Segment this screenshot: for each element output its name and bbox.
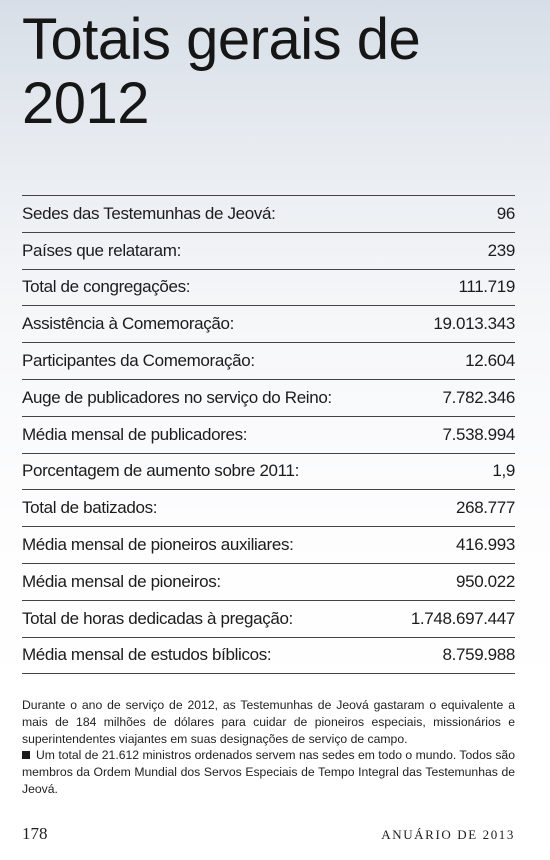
stat-label: Sedes das Testemunhas de Jeová: [22, 203, 276, 223]
running-title: ANUÁRIO DE 2013 [381, 827, 515, 842]
page-footer [22, 824, 515, 844]
stat-row [22, 454, 515, 491]
page-title [22, 8, 522, 136]
title-line-1: Totais gerais de [22, 7, 421, 72]
title-line-2: 2012 [22, 71, 150, 136]
stat-label: Média mensal de pioneiros auxiliares: [22, 535, 294, 555]
stat-row [22, 564, 515, 601]
footnote-2-wrapper [22, 747, 515, 797]
stat-label: Participantes da Comemoração: [22, 351, 255, 371]
stat-label: Países que relataram: [22, 240, 181, 260]
square-bullet-icon [22, 751, 30, 759]
stat-label: Média mensal de pioneiros: [22, 571, 221, 591]
stat-row [22, 417, 515, 454]
stat-row [22, 343, 515, 380]
stat-value: 96 [496, 203, 515, 223]
stat-row [22, 490, 515, 527]
footnotes [22, 697, 515, 798]
page-number: 178 [22, 824, 48, 843]
stat-value: 239 [487, 240, 515, 260]
stat-row [22, 638, 515, 675]
stat-value: 1.748.697.447 [410, 608, 515, 628]
stats-table [22, 195, 515, 674]
stat-row [22, 233, 515, 270]
stat-row [22, 196, 515, 233]
stat-value: 7.538.994 [442, 424, 515, 444]
stat-label: Total de horas dedicadas à pregação: [22, 608, 293, 628]
stat-value: 268.777 [455, 498, 515, 518]
stat-row [22, 527, 515, 564]
stat-value: 19.013.343 [433, 314, 515, 334]
stat-label: Auge de publicadores no serviço do Reino: [22, 387, 332, 407]
stat-label: Assistência à Comemoração: [22, 314, 234, 334]
stat-value: 1,9 [492, 461, 515, 481]
stat-row [22, 380, 515, 417]
stat-value: 111.719 [458, 277, 515, 297]
stat-value: 12.604 [465, 351, 515, 371]
footnote-2: Um total de 21.612 ministros ordenados servem nas sedes em todo o mundo. Todos são membros da Ordem Mundial dos Servos Especiais de Tempo Integral das Testemunhas de Jeová. [22, 748, 515, 796]
stat-row [22, 601, 515, 638]
stat-label: Total de batizados: [22, 498, 158, 518]
stat-row [22, 270, 515, 307]
stat-label: Total de congregações: [22, 277, 191, 297]
stat-value: 416.993 [455, 535, 515, 555]
stat-label: Média mensal de publicadores: [22, 424, 248, 444]
footnote-1: Durante o ano de serviço de 2012, as Testemunhas de Jeová gastaram o equivalente a mais de 184 milhões de dólares para cuidar de pioneiros especiais, missionários e superintendentes viajantes em suas designações de serviço de campo. [22, 698, 515, 746]
stat-value: 7.782.346 [442, 387, 515, 407]
stat-value: 950.022 [455, 571, 515, 591]
stat-label: Média mensal de estudos bíblicos: [22, 645, 272, 665]
stat-row [22, 306, 515, 343]
stat-label: Porcentagem de aumento sobre 2011: [22, 461, 299, 481]
stat-value: 8.759.988 [442, 645, 515, 665]
